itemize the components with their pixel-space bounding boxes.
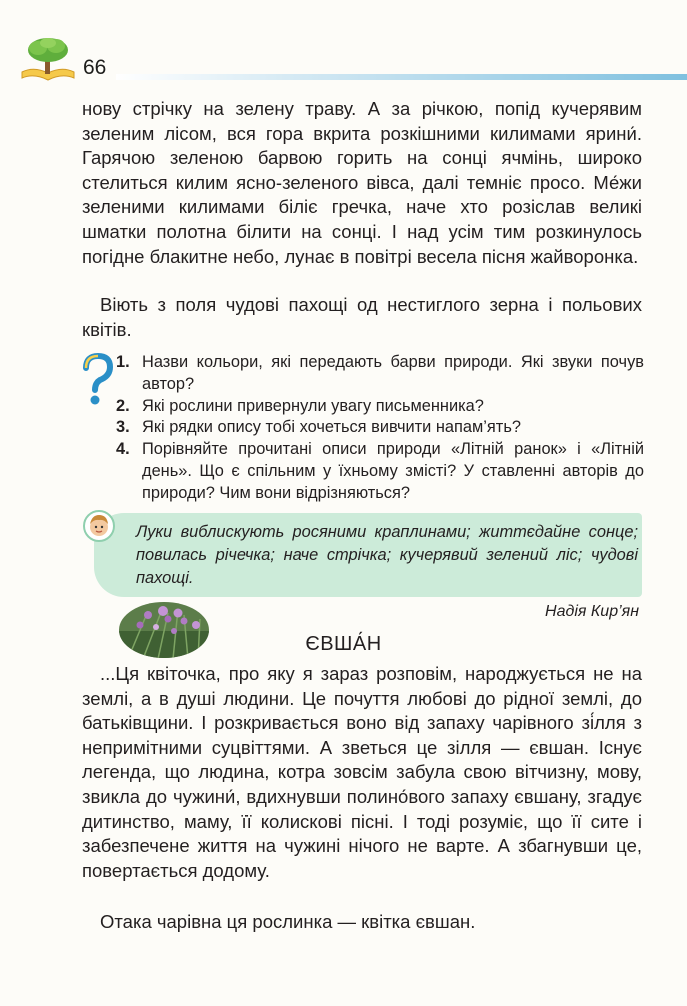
list-item: [116, 396, 644, 418]
page-header: [0, 0, 687, 90]
questions-list: [116, 352, 644, 505]
story-author: Надія Кир’ян: [545, 603, 639, 620]
text-paragraph: Віють з поля чудові пахощі од нестиглого зерна і польових квітів.: [82, 294, 642, 340]
question-number: 2.: [116, 396, 130, 415]
child-face-icon: [82, 509, 116, 543]
list-item: [116, 417, 644, 439]
list-item: [116, 352, 644, 396]
question-text: Назви кольори, які передають барви природи. Які звуки почув автор?: [142, 353, 644, 393]
text-paragraph: нову стрічку на зелену траву. А за річкою, попід кучерявим зеленим лісом, вся гора вкрита розкішними килимами ярини́. Гарячою зеленою барвою горить на сонці ячмінь, широко стелиться килим ясно-зеленого вівса, далі темніє просо. Ме́жи зеленими килимами біліє гречка, наче хто розіслав великі шматки полотна білити на сонці. І над усім тим розкинулось погідне блакитне небо, лунає в повітрі весела пісня жайворонка.: [82, 98, 642, 267]
question-mark-icon: [80, 352, 114, 408]
story-title: ЄВША́Н: [305, 633, 382, 655]
header-divider: [116, 74, 687, 80]
question-number: 1.: [116, 353, 130, 371]
question-text: Які рядки опису тобі хочеться вивчити напам’ять?: [142, 418, 521, 437]
question-number: 4.: [116, 440, 130, 459]
question-text: Порівняйте прочитані описи природи «Літній ранок» і «Літній день». Що є спільним у їхньому змісті? У ставленні авторів до природи? Чим вони відрізняються?: [142, 440, 644, 502]
question-number: 3.: [116, 418, 130, 437]
vocabulary-text: Луки виблискують росяними краплинами; життєдайне сонце; повилась річечка; наче стрічка; кучерявий зелений ліс; чудові пахощі.: [136, 523, 638, 587]
list-item: [116, 439, 644, 504]
tree-book-icon: [20, 36, 76, 82]
text-paragraph: Отака чарівна ця рослинка — квітка євшан.: [100, 911, 476, 932]
page-number: 66: [83, 56, 107, 79]
text-paragraph: ...Ця квіточка, про яку я зараз розповім, народжується не на землі, а в душі людини. Це почуття любові до рідної землі, до батьківщини. І розкривається воно від запаху чарівного зі́лля з непримітними суцвіттями. А зветься це зілля — євшан. Існує легенда, що людина, котра зовсім забула свою вітчизну, мову, звикла до чужини́, вдихнувши полино́вого запаху євшану, згадує дитинство, маму, її колискові пісні. І тоді розуміє, що її сите і забезпечене життя на чужині нічого не варте. А збагнувши це, повертається додому.: [82, 663, 642, 881]
question-text: Які рослини привернули увагу письменника?: [142, 396, 484, 415]
